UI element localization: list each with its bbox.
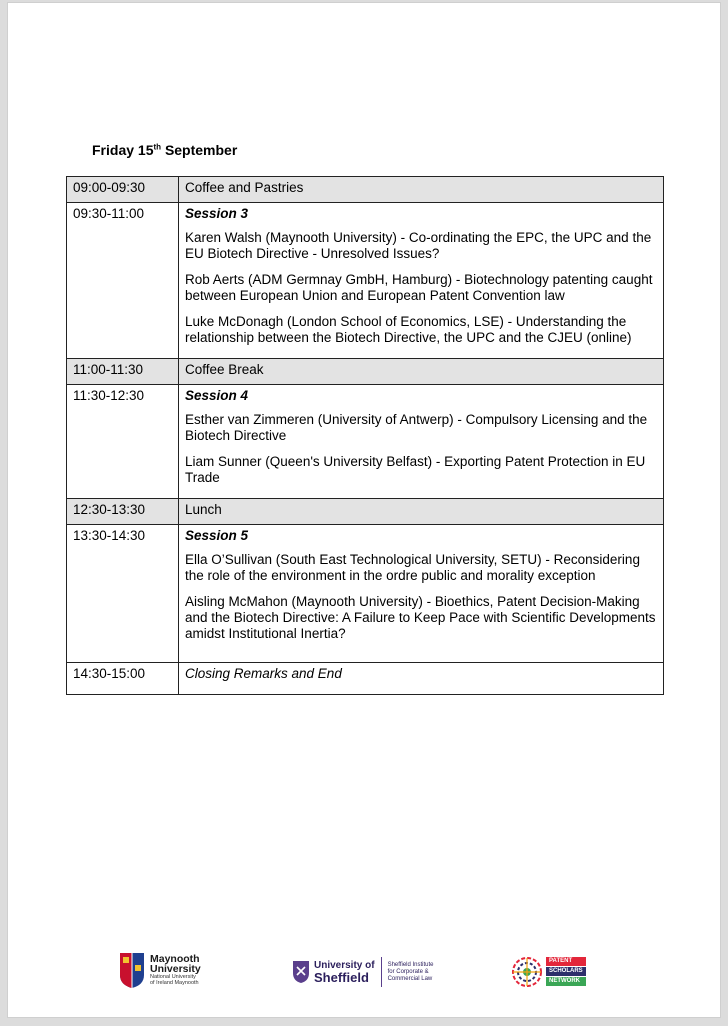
maynooth-crest-icon xyxy=(118,951,146,989)
sheffield-logo xyxy=(292,957,434,987)
talk-entry: Liam Sunner (Queen's University Belfast) - Exporting Patent Protection in EU Trade xyxy=(185,454,646,485)
item-cell: Coffee Break xyxy=(179,359,664,385)
item-cell: Coffee and Pastries xyxy=(179,177,664,203)
session-cell xyxy=(179,385,664,499)
table-row xyxy=(67,525,664,663)
session-title: Session 4 xyxy=(185,388,249,403)
time-cell: 09:30-11:00 xyxy=(67,203,179,359)
maynooth-logo xyxy=(118,951,201,989)
table-row xyxy=(67,499,664,525)
session-title: Session 5 xyxy=(185,528,249,543)
globe-icon xyxy=(512,955,542,989)
table-row xyxy=(67,663,664,695)
time-cell: 14:30-15:00 xyxy=(67,663,179,695)
item-cell: Lunch xyxy=(179,499,664,525)
page-title: Friday 15th September xyxy=(92,142,238,158)
time-cell: 11:30-12:30 xyxy=(67,385,179,499)
session-cell xyxy=(179,525,664,663)
table-row xyxy=(67,385,664,499)
talk-entry: Ella O’Sullivan (South East Technological University, SETU) - Reconsidering the role of the environment in the ordre public and morality exception xyxy=(185,552,640,583)
document-page xyxy=(7,2,721,1018)
talk-entry: Rob Aerts (ADM Germnay GmbH, Hamburg) - Biotechnology patenting caught between European Union and European Patent Convention law xyxy=(185,272,653,303)
logo-divider xyxy=(381,957,382,987)
sheffield-shield-icon xyxy=(292,960,310,984)
time-cell: 11:00-11:30 xyxy=(67,359,179,385)
sheffield-institute: Sheffield Institute for Corporate & Commercial Law xyxy=(387,961,434,982)
session-title: Session 3 xyxy=(185,206,249,221)
session-cell xyxy=(179,203,664,359)
item-cell: Closing Remarks and End xyxy=(179,663,664,695)
psn-wordmark: PATENT SCHOLARS NETWORK xyxy=(546,957,586,987)
talk-entry: Luke McDonagh (London School of Economics, LSE) - Understanding the relationship between the Biotech Directive, the UPC and the CJEU (online) xyxy=(185,314,632,345)
sheffield-wordmark: University of Sheffield xyxy=(314,960,375,985)
maynooth-wordmark: Maynooth University National University of Ireland Maynooth xyxy=(150,953,201,986)
agenda-table xyxy=(66,176,664,695)
table-row xyxy=(67,177,664,203)
time-cell: 09:00-09:30 xyxy=(67,177,179,203)
sponsor-logos xyxy=(8,951,720,1001)
table-row xyxy=(67,203,664,359)
time-cell: 13:30-14:30 xyxy=(67,525,179,663)
talk-entry: Esther van Zimmeren (University of Antwerp) - Compulsory Licensing and the Biotech Directive xyxy=(185,412,648,443)
time-cell: 12:30-13:30 xyxy=(67,499,179,525)
talk-entry: Karen Walsh (Maynooth University) - Co-ordinating the EPC, the UPC and the EU Biotech Directive - Unresolved Issues? xyxy=(185,230,652,261)
psn-logo xyxy=(512,955,586,989)
table-row xyxy=(67,359,664,385)
talk-entry: Aisling McMahon (Maynooth University) - Bioethics, Patent Decision-Making and the Biotech Directive: A Failure to Keep Pace with Scientific Developments amidst Institutional Inertia? xyxy=(185,594,656,641)
